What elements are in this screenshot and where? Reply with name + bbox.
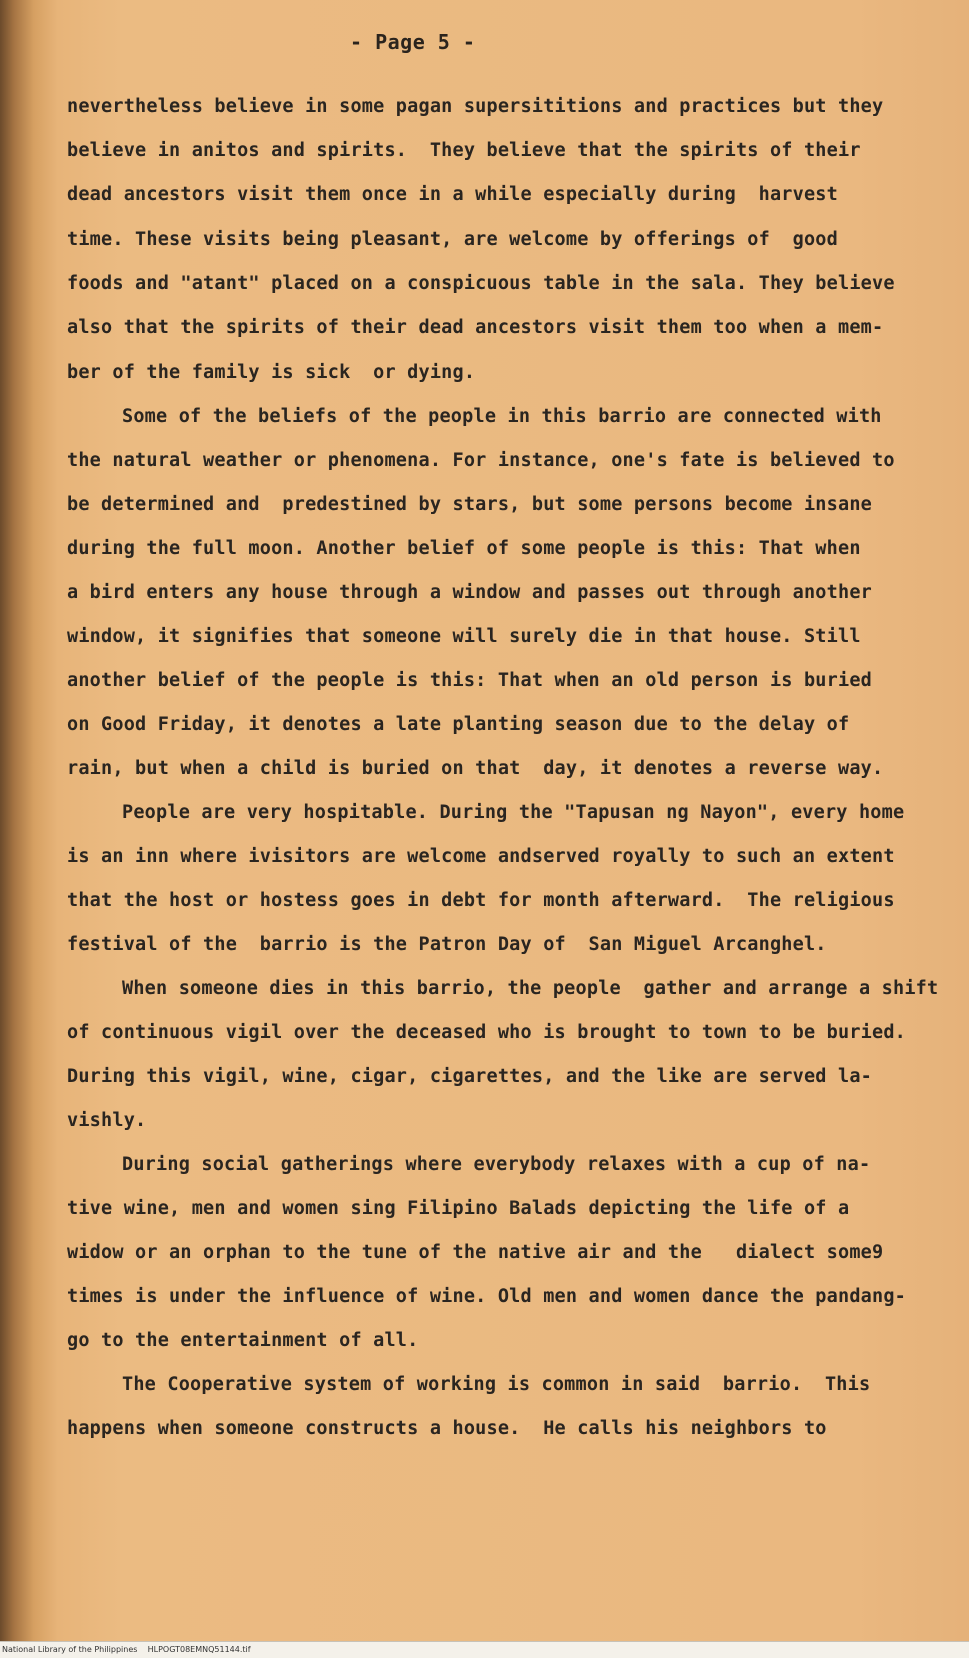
text-line: widow or an orphan to the tune of the native air and the dialect some9 [67, 1242, 884, 1263]
text-line: the natural weather or phenomena. For instance, one's fate is believed to [67, 450, 895, 471]
text-line: During this vigil, wine, cigar, cigarettes, and the like are served la- [67, 1066, 872, 1087]
text-line: be determined and predestined by stars, but some persons become insane [67, 494, 872, 515]
text-line: dead ancestors visit them once in a while especially during harvest [67, 184, 838, 205]
text-line: Some of the beliefs of the people in this barrio are connected with [122, 406, 882, 427]
text-line: on Good Friday, it denotes a late planting season due to the delay of [67, 714, 850, 735]
text-line: foods and "atant" placed on a conspicuous table in the sala. They believe [67, 273, 895, 294]
text-line: that the host or hostess goes in debt for month afterward. The religious [67, 890, 895, 911]
text-line: a bird enters any house through a window and passes out through another [67, 582, 872, 603]
text-line: During social gatherings where everybody relaxes with a cup of na- [122, 1154, 871, 1175]
text-line: also that the spirits of their dead ancestors visit them too when a mem- [67, 317, 884, 338]
text-line: When someone dies in this barrio, the people gather and arrange a shift [122, 978, 939, 999]
text-line: festival of the barrio is the Patron Day of San Miguel Arcanghel. [67, 934, 827, 955]
text-line: of continuous vigil over the deceased who is brought to town to be buried. [67, 1022, 907, 1043]
text-line: The Cooperative system of working is common in said barrio. This [122, 1374, 871, 1395]
page-number: - Page 5 - [350, 30, 476, 54]
text-line: believe in anitos and spirits. They believe that the spirits of their [67, 140, 861, 161]
text-line: tive wine, men and women sing Filipino Balads depicting the life of a [67, 1198, 850, 1219]
footer-bar [0, 1641, 969, 1658]
text-line: window, it signifies that someone will surely die in that house. Still [67, 626, 861, 647]
text-line: People are very hospitable. During the "Tapusan ng Nayon", every home [122, 802, 905, 823]
text-line: is an inn where ivisitors are welcome andserved royally to such an extent [67, 846, 895, 867]
text-line: rain, but when a child is buried on that day, it denotes a reverse way. [67, 758, 884, 779]
text-line: ber of the family is sick or dying. [67, 362, 476, 383]
text-line: go to the entertainment of all. [67, 1330, 419, 1351]
text-line: during the full moon. Another belief of some people is this: That when [67, 538, 861, 559]
text-line: time. These visits being pleasant, are welcome by offerings of good [67, 229, 838, 250]
text-line: nevertheless believe in some pagan supersititions and practices but they [67, 96, 884, 117]
text-line: times is under the influence of wine. Old men and women dance the pandang- [67, 1286, 907, 1307]
text-line: vishly. [67, 1110, 147, 1131]
footer-text: National Library of the Philippines HLPOGT08EMNQ51144.tif [2, 1645, 251, 1654]
text-line: happens when someone constructs a house. He calls his neighbors to [67, 1418, 827, 1439]
text-line: another belief of the people is this: That when an old person is buried [67, 670, 872, 691]
